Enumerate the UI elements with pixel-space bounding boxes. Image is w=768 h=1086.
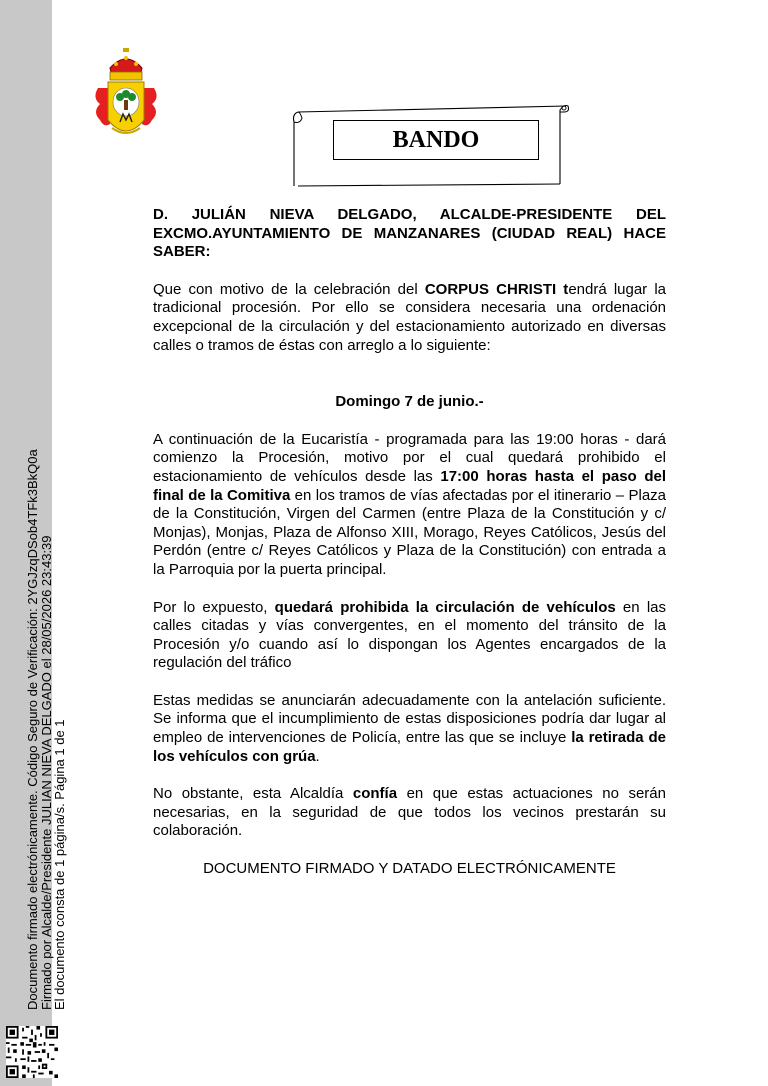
paragraph-intro	[153, 281, 666, 355]
paragraph-parking-bold: 17:00 horas hasta el paso del final de la Comitiva	[153, 467, 666, 504]
qr-code-icon	[6, 1026, 58, 1078]
heading-line-2: EXCMO.AYUNTAMIENTO DE MANZANARES (CIUDAD REAL) HACE SABER:	[153, 224, 666, 261]
verification-text	[26, 450, 67, 1010]
document-title: BANDO	[333, 120, 539, 160]
paragraph-closing-bold: confía	[352, 785, 398, 803]
paragraph-measures-bold: la retirada de los vehículos con grúa	[153, 729, 666, 765]
verification-line-1: Documento firmado electrónicamente. Código Seguro de Verificación: 2YGJzqDSob4TFk3BkQ0a	[25, 449, 40, 1010]
paragraph-measures-text-c: .	[315, 747, 320, 765]
paragraph-closing-text-a: No obstante, esta Alcaldía	[153, 785, 353, 803]
paragraph-intro-text-c: endrá lugar la tradicional procesión. Por ello se considera necesaria una ordenación excepcional de la circulación y del estacionamiento autorizado en diversas calles o tramos de éstas con arreglo a lo siguiente:	[153, 280, 666, 354]
paragraph-parking-text-a: A continuación de la Eucaristía - programada para las 19:00 horas - dará comienzo la Procesión, motivo por el cual quedará prohibido el estacionamiento de vehículos desde las	[153, 430, 666, 485]
paragraph-parking	[153, 431, 666, 580]
paragraph-closing-text-c: en que estas actuaciones no serán necesarias, en la seguridad de que todos los vecinos prestarán su colaboración.	[153, 785, 666, 840]
paragraph-traffic	[153, 599, 666, 673]
paragraph-closing	[153, 785, 666, 841]
paragraph-traffic-text-a: Por lo expuesto,	[153, 598, 275, 616]
date-subheading: Domingo 7 de junio.-	[335, 393, 484, 411]
paragraph-traffic-bold: quedará prohibida la circulación de vehículos	[274, 598, 616, 616]
paragraph-measures	[153, 692, 666, 766]
paragraph-parking-text-c: en los tramos de vías afectadas por el itinerario – Plaza de la Constitución, Virgen del Carmen (entre Plaza de la Constitución y c/ Monjas), Monjas, Plaza de Alfonso XIII, Morago, Reyes Católicos, Jesús del Perdón (entre c/ Reyes Católicos y Plaza de la Constitución) con entrada a la Parroquia por la puerta principal.	[153, 486, 666, 578]
document-body	[153, 206, 666, 879]
paragraph-intro-text-a: Que con motivo de la celebración del	[153, 280, 425, 298]
signature-footer: DOCUMENTO FIRMADO Y DATADO ELECTRÓNICAMENTE	[203, 860, 616, 878]
paragraph-measures-text-a: Estas medidas se anunciarán adecuadamente con la antelación suficiente. Se informa que el incumplimiento de estas disposiciones podría dar lugar al empleo de intervenciones de Policía, entre las que se incluye	[153, 691, 666, 747]
paragraph-traffic-text-c: en las calles citadas y vías convergentes, en el momento del tránsito de la Procesión y/o cuando así lo dispongan los Agentes encargados de la regulación del tráfico	[153, 598, 666, 672]
verification-line-3: El documento consta de 1 página/s. Página 1 de 1	[52, 719, 67, 1010]
paragraph-intro-bold: CORPUS CHRISTI t	[424, 280, 569, 298]
heading-line-1: D. JULIÁN NIEVA DELGADO, ALCALDE-PRESIDENTE DEL	[153, 206, 666, 223]
municipal-coat-of-arms-icon	[90, 48, 162, 146]
verification-line-2: Firmado por Alcalde/Presidente JULIAN NIEVA DELGADO el 28/05/2026 23:43:39	[38, 535, 54, 1010]
heading	[153, 206, 666, 262]
